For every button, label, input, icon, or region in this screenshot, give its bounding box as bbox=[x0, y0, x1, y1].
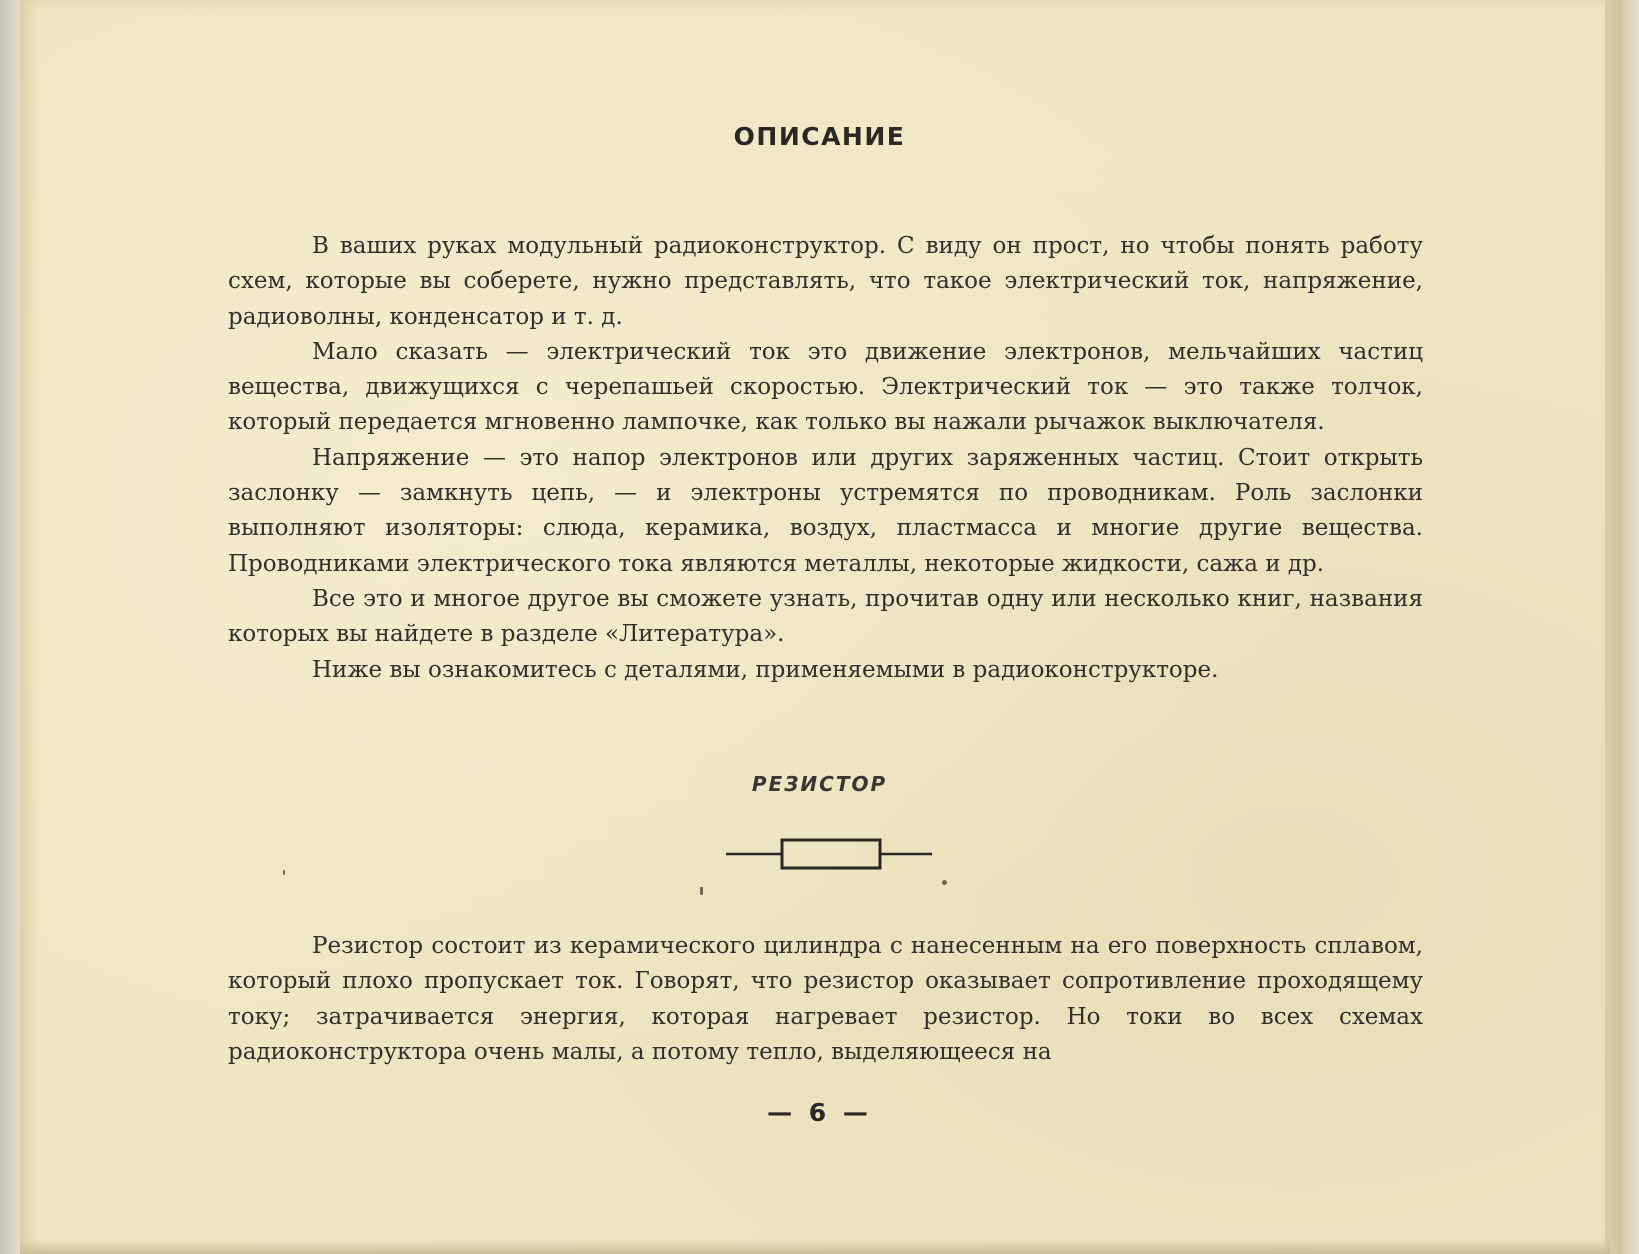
paragraph: Резистор состоит из керамического цилиндра с нанесенным на его поверхность сплавом, который плохо пропускает ток. Говорят, что резистор оказывает сопротивление проходящему току; затрачивается энергия, которая нагревает резистор. Но токи во всех схемах радиоконструктора очень малы, а потому тепло, выделяющееся на bbox=[228, 933, 1423, 1065]
paragraph: Мало сказать — электрический ток это движение электронов, мельчайших частиц вещества, движущихся с черепашьей скоростью. Электрический ток — это также толчок, который передается мгновенно лампочке, как только вы нажали рычажок выключателя. bbox=[228, 338, 1423, 436]
print-speck bbox=[942, 880, 947, 885]
page-number: — 6 — bbox=[767, 1098, 872, 1127]
scan-background-right bbox=[1605, 0, 1639, 1254]
resistor-symbol-icon bbox=[726, 832, 936, 876]
print-speck bbox=[700, 887, 703, 895]
page-title: ОПИСАНИЕ bbox=[733, 122, 906, 151]
scan-background-left bbox=[0, 0, 22, 1254]
paragraph: Ниже вы ознакомитесь с деталями, применяемыми в радиоконструкторе. bbox=[312, 656, 1219, 683]
resistor-text bbox=[228, 929, 1423, 1070]
paragraph: В ваших руках модульный радиоконструктор. С виду он прост, но чтобы понять работу схем, которые вы соберете, нужно представлять, что такое электрический ток, напряжение, радиоволны, конденсатор и т. д. bbox=[228, 233, 1423, 330]
print-speck bbox=[283, 870, 285, 875]
paragraph: Все это и многое другое вы сможете узнать, прочитав одну или несколько книг, названия которых вы найдете в разделе «Литература». bbox=[228, 585, 1423, 648]
intro-text bbox=[228, 229, 1423, 688]
section-heading-resistor: РЕЗИСТОР bbox=[751, 772, 888, 796]
paragraph: Напряжение — это напор электронов или других заряженных частиц. Стоит открыть заслонку — замкнуть цепь, — и электроны устремятся по проводникам. Роль заслонки выполняют изоляторы: слюда, керамика, воздух, пластмасса и многие другие вещества. Проводниками электрического тока являются металлы, некоторые жидкости, сажа и др. bbox=[228, 444, 1423, 577]
page-edge-shadow bbox=[20, 1240, 1610, 1254]
